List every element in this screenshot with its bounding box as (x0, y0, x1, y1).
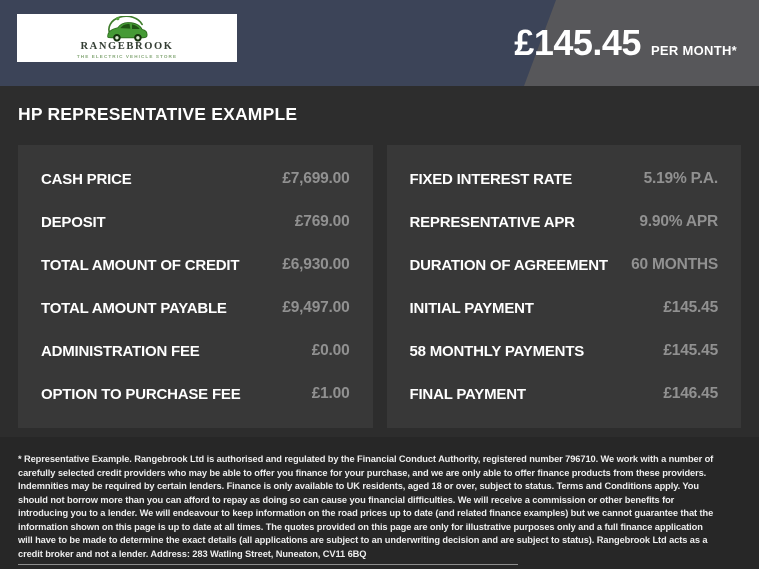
page-title: HP REPRESENTATIVE EXAMPLE (18, 104, 298, 124)
finance-row-label: REPRESENTATIVE APR (409, 213, 575, 231)
finance-row-label: TOTAL AMOUNT OF CREDIT (41, 256, 240, 274)
finance-row-value: 60 MONTHS (631, 256, 718, 273)
finance-row-total-payable (41, 287, 350, 330)
finance-row-cash-price (41, 158, 350, 201)
finance-row-value: £145.45 (663, 299, 718, 316)
finance-row-initial-payment (410, 287, 719, 330)
finance-row-value: £1.00 (311, 385, 350, 402)
finance-row-label: ADMINISTRATION FEE (41, 342, 200, 360)
finance-panel-right (387, 145, 742, 428)
finance-row-label: CASH PRICE (41, 170, 132, 188)
finance-row-duration (410, 244, 719, 287)
finance-row-total-credit (41, 244, 350, 287)
disclaimer-divider (18, 564, 518, 565)
finance-row-value: £7,699.00 (282, 170, 350, 187)
finance-row-label: OPTION TO PURCHASE FEE (41, 385, 241, 403)
finance-row-interest-rate (410, 158, 719, 201)
finance-row-value: £145.45 (663, 342, 718, 359)
brand-logo[interactable] (17, 14, 237, 62)
price-amount: £145.45 (514, 22, 641, 63)
monthly-price (514, 22, 737, 64)
finance-row-option-fee (41, 373, 350, 416)
finance-row-label: INITIAL PAYMENT (409, 299, 534, 317)
finance-row-label: 58 MONTHLY PAYMENTS (409, 342, 585, 360)
disclaimer-text: * Representative Example. Rangebrook Ltd is authorised and regulated by the Financial Conduct Authority, registered number 796710. We work with a number of carefully selected credit providers who may be able to offer you finance for your purchase, and we are only able to offer finance products from these providers. Indemnities may be required by certain lenders. Finance is only available to UK residents, aged 18 or over, subject to status. Terms and Conditions apply. You should not borrow more than you can afford to repay as doing so can cause you financial difficulties. We will receive a commission or other benefits for introducing you to a lender. We will endeavour to keep information on the road prices up to date (and related finance examples) but we cannot guarantee that the information shown on this page is up to date at all times. The quotes provided on this page are only for illustrative purposes only and a full finance application will have to be made to determine the exact details (all applications are subject to an underwriting decision and are subject to status). Rangebrook Ltd acts as a credit broker and not a lender. Address: 283 Watling Street, Nuneaton, CV11 6BQ (18, 454, 714, 559)
finance-row-value: £769.00 (294, 213, 350, 230)
finance-row-label: DEPOSIT (41, 213, 106, 231)
main-content (0, 86, 759, 428)
disclaimer-section (0, 437, 759, 569)
finance-row-label: TOTAL AMOUNT PAYABLE (41, 299, 227, 317)
brand-tagline: THE ELECTRIC VEHICLE STORE (76, 53, 178, 59)
green-car-icon (101, 16, 153, 42)
finance-row-monthly-payments (410, 330, 719, 373)
finance-row-value: £146.45 (663, 385, 718, 402)
finance-row-deposit (41, 201, 350, 244)
price-per-month-label: PER MONTH* (650, 43, 737, 58)
finance-panels (18, 145, 741, 428)
finance-row-label: FIXED INTEREST RATE (409, 170, 573, 188)
finance-row-value: 5.19% P.A. (643, 170, 718, 187)
finance-panel-left (18, 145, 373, 428)
finance-row-label: FINAL PAYMENT (409, 385, 526, 403)
finance-row-admin-fee (41, 330, 350, 373)
topbar (0, 0, 759, 86)
finance-row-final-payment (410, 373, 719, 416)
finance-row-label: DURATION OF AGREEMENT (409, 256, 608, 274)
finance-row-value: 9.90% APR (639, 213, 718, 230)
finance-row-value: £0.00 (311, 342, 350, 359)
finance-row-value: £6,930.00 (282, 256, 350, 273)
finance-row-value: £9,497.00 (282, 299, 350, 316)
finance-row-apr (410, 201, 719, 244)
brand-name: RANGEBROOK (80, 41, 174, 52)
